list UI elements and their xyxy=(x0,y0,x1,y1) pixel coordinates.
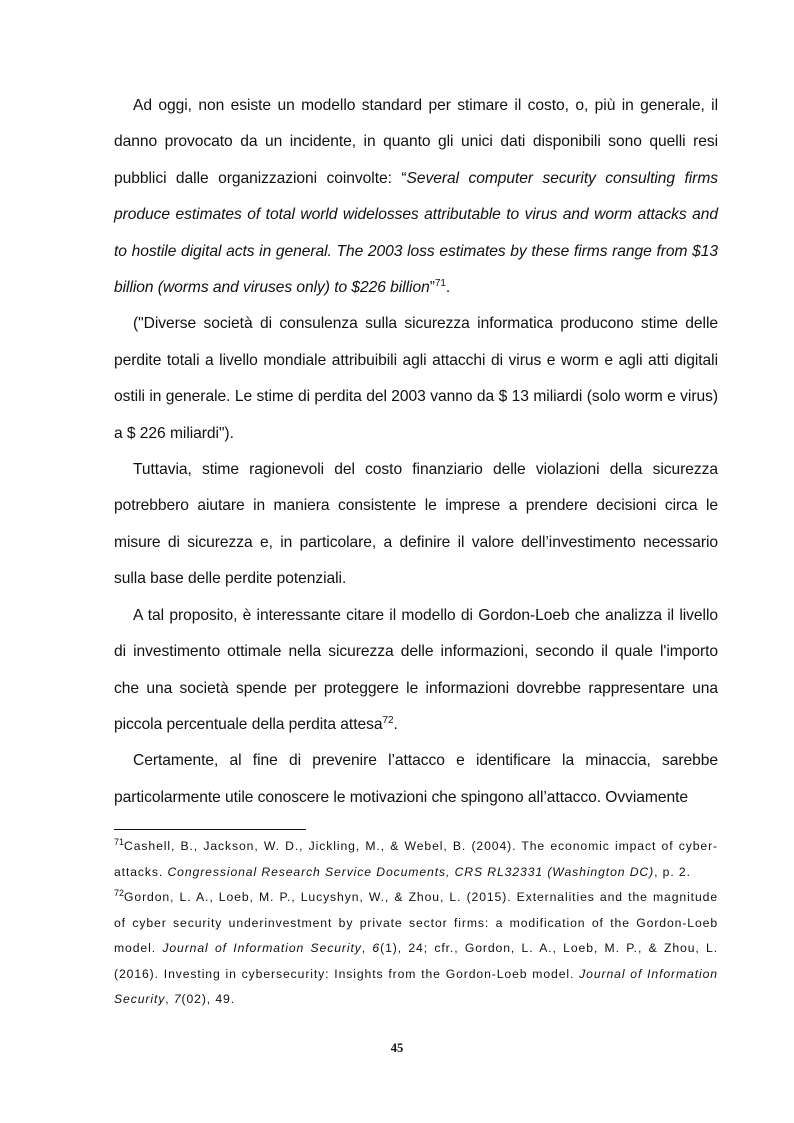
footnote-71-page: , p. 2. xyxy=(654,864,691,879)
footnote-71 xyxy=(114,834,718,885)
paragraph-1 xyxy=(114,88,718,306)
quoted-text: Several computer security consulting firms produce estimates of total world widelosses attributable to virus and worm attacks and to hostile digital acts in general. The 2003 loss estimates by these firms range from $13 billion (worms and viruses only) to $226 billion xyxy=(114,169,719,297)
footnote-number-71: 71 xyxy=(114,837,125,847)
paragraph-4-end: . xyxy=(393,715,398,733)
footnote-72-citation-1: Gordon, L. A., Loeb, M. P., Lucyshyn, W., & Zhou, L. (2015). Externalities and the magnitude of cyber security underinvestment by private sector firms: a modification of the Gordon-Loeb model. xyxy=(114,890,718,955)
footnote-number-72: 72 xyxy=(114,888,125,898)
footnote-72-journal-1: Journal of Information Security xyxy=(162,941,362,955)
footnotes xyxy=(114,834,718,1013)
closing-quote: ” xyxy=(429,279,435,297)
paragraph-1-intro: Ad oggi, non esiste un modello standard per stimare il costo, o, più in generale, il danno provocato da un incidente, in quanto gli unici dati disponibili sono quelli resi pubblici dalle organizzazioni coinvolte: “ xyxy=(114,97,718,187)
paragraph-3: Tuttavia, stime ragionevoli del costo finanziario delle violazioni della sicurezza potrebbero aiutare in maniera consistente le imprese a prendere decisioni circa le misure di sicurezza e, in particolare, a definire il valore dell’investimento necessario sulla base delle perdite potenziali. xyxy=(114,461,718,588)
footnote-71-source: Congressional Research Service Documents, CRS RL32331 (Washington DC) xyxy=(167,864,655,879)
footnote-72-journal-2: Journal of Information Security xyxy=(114,966,718,1006)
footnote-72-sep-1: , xyxy=(361,941,373,955)
footnote-71-citation: Cashell, B., Jackson, W. D., Jickling, M., & Webel, B. (2004). The economic impact of cyber-attacks. xyxy=(114,839,718,879)
footnote-72-citation-2: (1), 24; cfr., Gordon, L. A., Loeb, M. P., & Zhou, L. (2016). Investing in cybersecurity: Insights from the Gordon-Loeb model. xyxy=(114,941,718,981)
footnote-72-sep-2: , xyxy=(165,992,174,1006)
paragraph-4-text: A tal proposito, è interessante citare il modello di Gordon-Loeb che analizza il livello di investimento ottimale nella sicurezza delle informazioni, secondo il quale l'importo che una società spende per proteggere le informazioni dovrebbe rappresentare una piccola percentuale della perdita attesa xyxy=(114,606,718,733)
paragraph-4 xyxy=(114,598,718,744)
paragraph-5: Certamente, al fine di prevenire l’attacco e identificare la minaccia, sarebbe particolarmente utile conoscere le motivazioni che spingono all’attacco. Ovviamente xyxy=(114,752,718,806)
paragraph-2: ("Diverse società di consulenza sulla sicurezza informatica producono stime delle perdite totali a livello mondiale attribuibili agli attacchi di virus e worm e agli atti digitali ostili in generale. Le stime di perdita del 2003 vanno da $ 13 miliardi (solo worm e virus) a $ 226 miliardi"). xyxy=(114,315,718,442)
page-number: 45 xyxy=(390,1041,404,1055)
footnote-separator xyxy=(114,829,306,830)
footnote-72-volume-1: 6 xyxy=(372,941,381,955)
footnote-72 xyxy=(114,885,718,1013)
footnote-72-volume-2: 7 xyxy=(173,992,182,1006)
main-text xyxy=(114,88,718,816)
footnote-ref-72[interactable]: 72 xyxy=(382,714,394,726)
paragraph-1-end: . xyxy=(445,279,451,297)
footnote-ref-71[interactable]: 71 xyxy=(434,278,446,290)
footnote-72-citation-3: (02), 49. xyxy=(181,992,235,1006)
